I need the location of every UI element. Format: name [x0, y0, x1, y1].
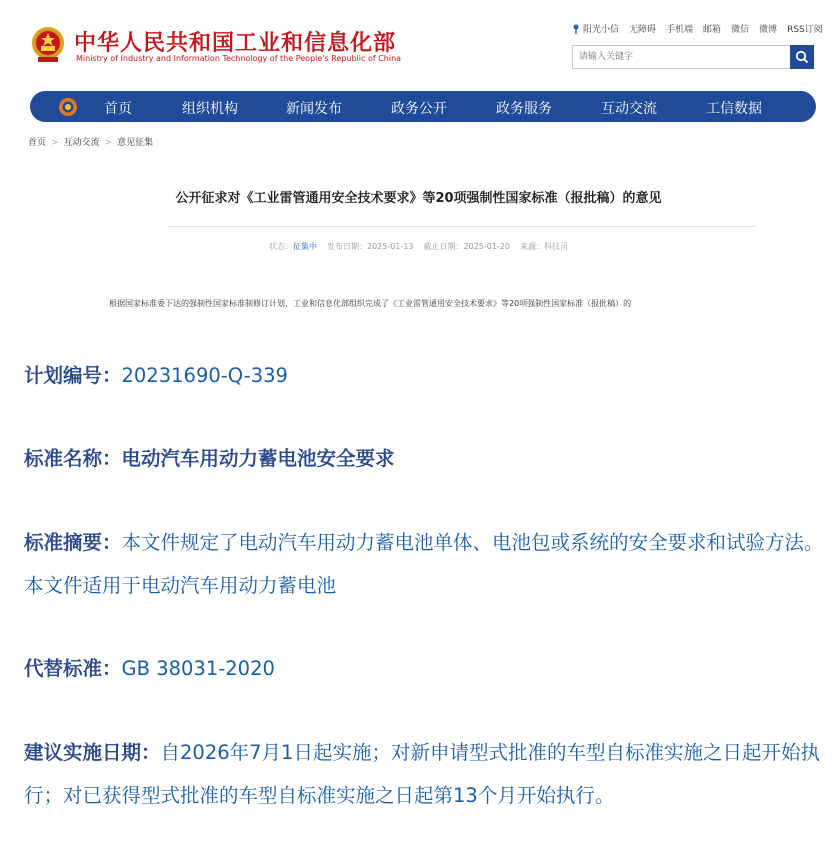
deadline-date: 2025-01-20 [463, 242, 510, 251]
nav-gov-services[interactable]: 政务服务 [496, 101, 552, 117]
article-meta: 状态：征集中 发布日期：2025-01-13 截止日期：2025-01-20 来源：科技司 [269, 242, 568, 251]
national-emblem-icon[interactable] [30, 25, 66, 65]
field-plan-number [24, 354, 824, 397]
breadcrumb-separator-icon: > [51, 138, 59, 148]
field-label: 建议实施日期： [24, 741, 161, 764]
article-lead: 根据国家标准委下达的强制性国家标准制修订计划，工业和信息化部组织完成了《工业雷管通用安全技术要求》等20项强制性国家标准（报批稿）的 [109, 299, 632, 308]
nav-gov-affairs[interactable]: 政务公开 [391, 101, 447, 117]
breadcrumb [28, 135, 153, 148]
field-label: 计划编号： [24, 364, 122, 387]
breadcrumb-separator-icon: > [104, 138, 113, 148]
field-replaces [24, 647, 824, 690]
title-divider [168, 226, 756, 227]
source: 科技司 [544, 242, 568, 251]
field-value: 电动汽车用动力蓄电池安全要求 [121, 447, 395, 470]
field-value: 自2026年7月1日起实施；对新申请型式批准的车型自标准实施之日起开始执行；对已获得型式批准的车型自标准实施之日起第13个月开始执行。 [24, 741, 820, 807]
top-link-rss[interactable]: RSS订阅 [787, 25, 823, 35]
article-title: 公开征求对《工业雷管通用安全技术要求》等20项强制性国家标准（报批稿）的意见 [175, 191, 662, 206]
breadcrumb-interaction[interactable]: 互动交流 [63, 138, 100, 148]
breadcrumb-home[interactable]: 首页 [28, 138, 47, 148]
top-link-mobile[interactable]: 手机端 [666, 25, 694, 35]
nav-data[interactable]: 工信数据 [706, 101, 762, 117]
field-summary [24, 521, 824, 607]
nav-interaction[interactable]: 互动交流 [601, 101, 657, 117]
site-title[interactable]: 中华人民共和国工业和信息化部 [74, 31, 397, 56]
search-box [572, 45, 814, 69]
nav-news[interactable]: 新闻发布 [286, 101, 342, 117]
search-button[interactable] [790, 45, 814, 69]
search-icon [795, 50, 809, 64]
nav-organization[interactable]: 组织机构 [182, 101, 238, 117]
top-link-accessibility[interactable]: 无障碍 [629, 25, 657, 35]
site-subtitle: Ministry of Industry and Information Technology of the People's Republic of China [76, 54, 402, 63]
publish-date: 2025-01-13 [367, 242, 414, 251]
top-link-mail[interactable]: 邮箱 [703, 25, 722, 35]
miit-logo-icon[interactable] [58, 97, 78, 117]
top-link-weibo[interactable]: 微博 [759, 25, 778, 35]
top-links [572, 22, 823, 35]
breadcrumb-current[interactable]: 意见征集 [117, 138, 154, 148]
status-badge: 征集中 [293, 242, 317, 251]
nav-home[interactable]: 首页 [104, 101, 132, 117]
field-value: 20231690-Q-339 [121, 364, 288, 387]
field-standard-name [24, 437, 824, 480]
field-implementation-date [24, 731, 824, 817]
field-value: GB 38031-2020 [121, 657, 275, 680]
sunshine-icon [572, 24, 580, 34]
main-nav [30, 91, 816, 122]
field-value: 本文件规定了电动汽车用动力蓄电池单体、电池包或系统的安全要求和试验方法。本文件适用于电动汽车用动力蓄电池 [24, 531, 824, 597]
site-header [0, 0, 837, 90]
top-link-sunshine[interactable]: 阳光小信 [572, 22, 619, 35]
field-label: 标准摘要： [24, 531, 122, 554]
field-label: 代替标准： [24, 657, 122, 680]
field-label: 标准名称： [24, 447, 122, 470]
top-link-wechat[interactable]: 微信 [731, 25, 750, 35]
search-input[interactable] [573, 46, 787, 68]
